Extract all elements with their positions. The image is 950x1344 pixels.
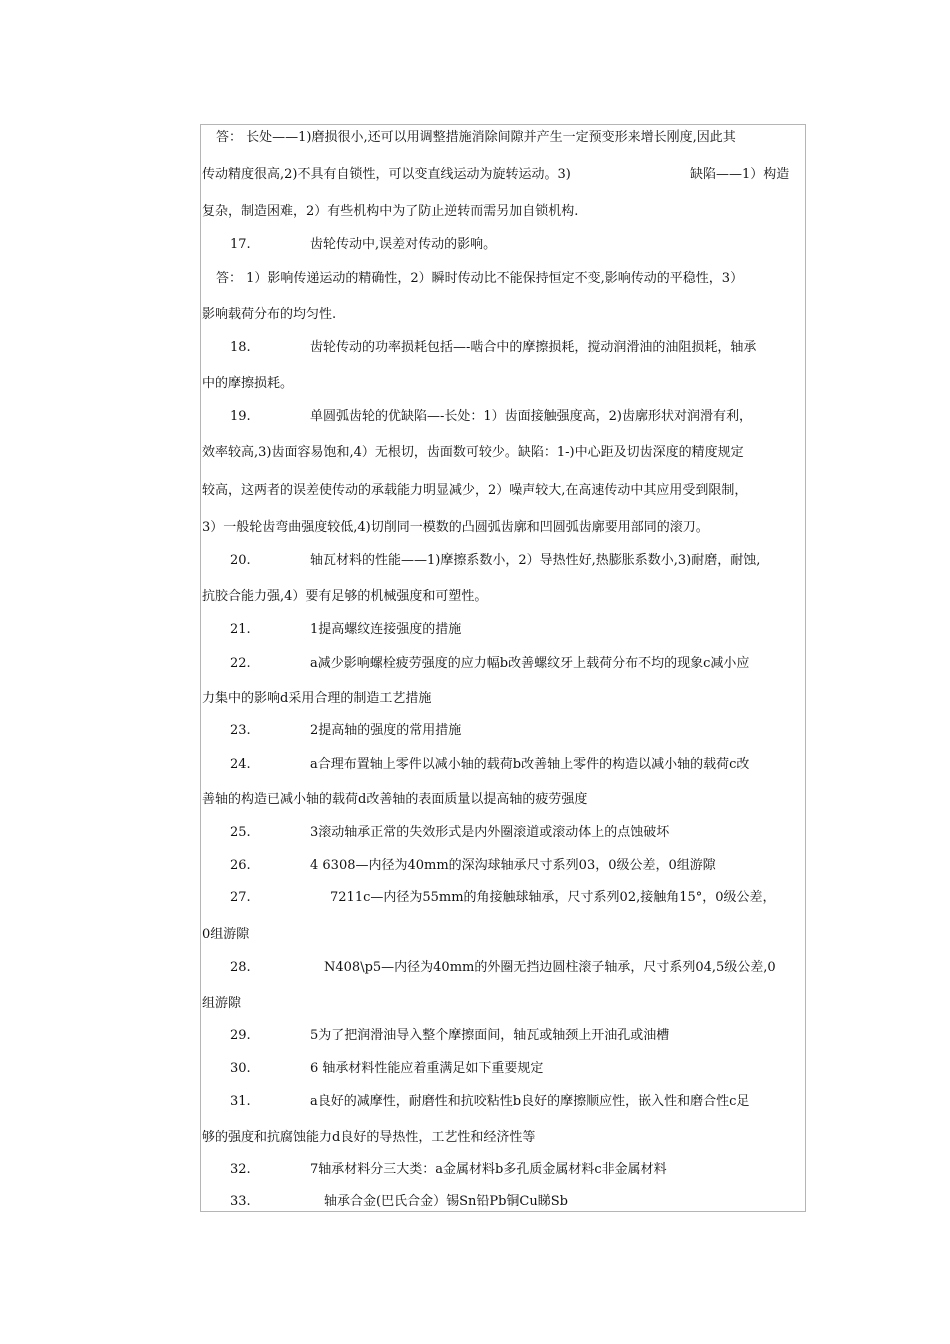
item-30-text: 6 轴承材料性能应着重满足如下重要规定: [310, 1061, 544, 1076]
item-29-number: 29.: [230, 1028, 251, 1043]
item-30-number: 30.: [230, 1061, 251, 1076]
item-17-number: 17.: [230, 237, 251, 252]
item-27-line-1: 7211c—内径为55mm的角接触球轴承，尺寸系列02,接触角15°，0级公差，: [330, 890, 776, 905]
item-19-number: 19.: [230, 409, 251, 424]
item-19-line-3: 较高，这两者的误差使传动的承载能力明显减少，2）噪声较大,在高速传动中其应用受到限制，: [202, 483, 748, 498]
item-17-text: 齿轮传动中,误差对传动的影响。: [310, 237, 497, 252]
item-31-line-2: 够的强度和抗腐蚀能力d良好的导热性，工艺性和经济性等: [202, 1130, 536, 1145]
item-31-line-1: a良好的减摩性，耐磨性和抗咬粘性b良好的摩擦顺应性，嵌入性和磨合性c足: [310, 1094, 750, 1109]
answer-16-line-2b: 缺陷——1）构造: [690, 167, 790, 182]
item-29-text: 5为了把润滑油导入整个摩擦面间，轴瓦或轴颈上开油孔或油槽: [310, 1028, 670, 1043]
item-20-line-1: 轴瓦材料的性能——1)摩擦系数小，2）导热性好,热膨胀系数小,3)耐磨，耐蚀,: [310, 553, 761, 568]
item-25-number: 25.: [230, 825, 251, 840]
item-31-number: 31.: [230, 1094, 251, 1109]
item-21-text: 1提高螺纹连接强度的措施: [310, 622, 462, 637]
answer-17-line-1: 答： 1）影响传递运动的精确性，2）瞬时传动比不能保持恒定不变,影响传动的平稳性，3）: [216, 271, 744, 286]
item-24-line-1: a合理布置轴上零件以减小轴的载荷b改善轴上零件的构造以减小轴的载荷c改: [310, 757, 750, 772]
item-33-number: 33.: [230, 1194, 251, 1209]
item-32-number: 32.: [230, 1162, 251, 1177]
item-28-line-2: 组游隙: [202, 996, 242, 1011]
item-18-number: 18.: [230, 340, 251, 355]
item-19-line-4: 3）一般轮齿弯曲强度较低,4)切削同一模数的凸圆弧齿廓和凹圆弧齿廓要用部同的滚刀。: [202, 520, 709, 535]
item-32-text: 7轴承材料分三大类：a金属材料b多孔质金属材料c非金属材料: [310, 1162, 667, 1177]
item-20-number: 20.: [230, 553, 251, 568]
answer-16-line-3: 复杂，制造困难，2）有些机构中为了防止逆转而需另加自锁机构.: [202, 204, 579, 219]
item-25-text: 3滚动轴承正常的失效形式是内外圈滚道或滚动体上的点蚀破坏: [310, 825, 670, 840]
item-22-line-1: a减少影响螺栓疲劳强度的应力幅b改善螺纹牙上载荷分布不均的现象c减小应: [310, 656, 750, 671]
item-33-text: 轴承合金(巴氏合金）锡Sn铅Pb铜Cu睇Sb: [324, 1194, 568, 1209]
answer-16-line-1: 答： 长处——1)磨损很小,还可以用调整措施消除间隙并产生一定预变形来增长刚度,因此其: [216, 130, 736, 145]
item-28-number: 28.: [230, 960, 251, 975]
item-26-number: 26.: [230, 858, 251, 873]
item-22-number: 22.: [230, 656, 251, 671]
item-18-line-2: 中的摩擦损耗。: [202, 376, 294, 391]
item-28-line-1: N408\p5—内径为40mm的外圈无挡边圆柱滚子轴承，尺寸系列04,5级公差,0: [324, 960, 776, 975]
item-21-number: 21.: [230, 622, 251, 637]
item-27-line-2: 0组游隙: [202, 927, 250, 942]
item-23-text: 2提高轴的强度的常用措施: [310, 723, 462, 738]
answer-17-line-2: 影响载荷分布的均匀性.: [202, 307, 337, 322]
item-19-line-1: 单圆弧齿轮的优缺陷—-长处：1）齿面接触强度高，2)齿廓形状对润滑有利，: [310, 409, 753, 424]
item-26-text: 4 6308—内径为40mm的深沟球轴承尺寸系列03，0级公差，0组游隙: [310, 858, 716, 873]
answer-16-line-2a: 传动精度很高,2)不具有自锁性，可以变直线运动为旋转运动。3): [202, 167, 571, 182]
item-19-line-2: 效率较高,3)齿面容易饱和,4）无根切，齿面数可较少。缺陷：1-)中心距及切齿深度的精度规定: [202, 445, 744, 460]
item-20-line-2: 抗胶合能力强,4）要有足够的机械强度和可塑性。: [202, 589, 488, 604]
item-24-line-2: 善轴的构造已减小轴的载荷d改善轴的表面质量以提高轴的疲劳强度: [202, 792, 588, 807]
item-22-line-2: 力集中的影响d采用合理的制造工艺措施: [202, 691, 432, 706]
item-18-line-1: 齿轮传动的功率损耗包括—-啮合中的摩擦损耗，搅动润滑油的油阻损耗，轴承: [310, 340, 757, 355]
item-24-number: 24.: [230, 757, 251, 772]
item-27-number: 27.: [230, 890, 251, 905]
item-23-number: 23.: [230, 723, 251, 738]
